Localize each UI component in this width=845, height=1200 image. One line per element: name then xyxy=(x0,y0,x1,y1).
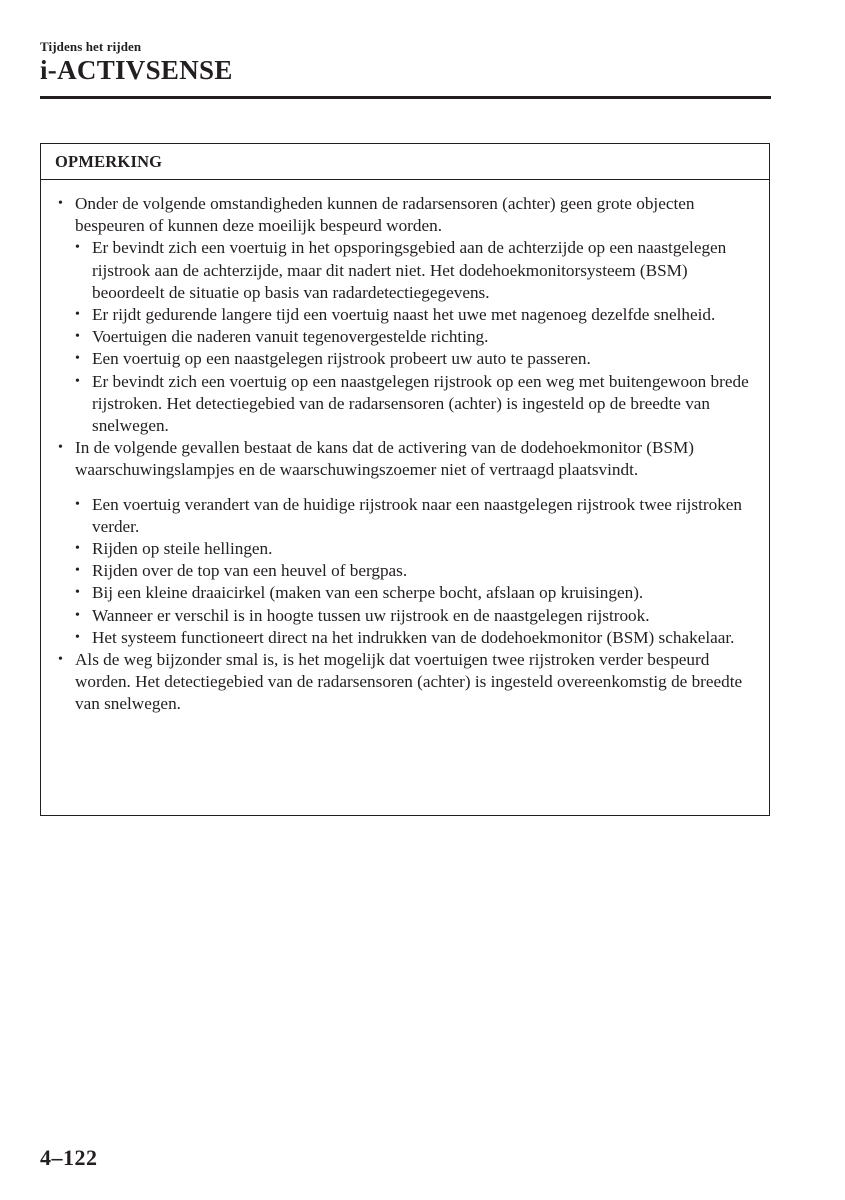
note-box xyxy=(40,143,770,816)
note-subitem-text: Rijden over de top van een heuvel of bergpas. xyxy=(92,561,408,581)
page-title: i-ACTIVSENSE xyxy=(40,55,233,85)
note-subitem-text: Er rijdt gedurende langere tijd een voertuig naast het uwe met nagenoeg dezelfde snelheid. xyxy=(92,305,716,325)
note-item xyxy=(41,193,769,437)
bullet-icon: • xyxy=(58,196,63,211)
note-subitem-text: Er bevindt zich een voertuig op een naastgelegen rijstrook op een weg met buitengewoon brede rijstroken. Het detectiegebied van de radarsensoren (achter) is ingesteld op de breedte van snelwegen. xyxy=(92,371,749,436)
note-item-text: Als de weg bijzonder smal is, is het mogelijk dat voertuigen twee rijstroken verder bespeurd worden. Het detectiegebied van de radarsensoren (achter) is ingesteld overeenkomstig de breedte van snelwegen. xyxy=(75,650,743,714)
section-label: Tijdens het rijden xyxy=(40,39,142,54)
note-subitem-text: Wanneer er verschil is in hoogte tussen uw rijstrook en de naastgelegen rijstrook. xyxy=(92,605,650,625)
note-subitem-text: Bij een kleine draaicirkel (maken van een scherpe bocht, afslaan op kruisingen). xyxy=(92,583,644,603)
note-subitem-text: Voertuigen die naderen vanuit tegenovergestelde richting. xyxy=(92,327,489,347)
bullet-icon: • xyxy=(75,329,80,345)
note-subitem xyxy=(75,371,759,438)
note-heading: OPMERKING xyxy=(41,144,769,180)
bullet-icon: • xyxy=(75,585,80,601)
note-subitem xyxy=(75,494,759,538)
bullet-icon: • xyxy=(75,607,80,623)
note-subitem-text: Rijden op steile hellingen. xyxy=(92,539,273,559)
note-subitem xyxy=(75,582,759,604)
note-sublist xyxy=(75,237,759,437)
bullet-icon: • xyxy=(75,351,80,367)
note-subitem xyxy=(75,605,759,627)
note-item xyxy=(41,649,769,716)
note-subitem xyxy=(75,538,759,560)
note-item-text: In de volgende gevallen bestaat de kans dat de activering van de dodehoekmonitor (BSM) waarschuwingslampjes en de waarschuwingszoemer niet of vertraagd plaatsvindt. xyxy=(75,438,695,480)
page-number: 4–122 xyxy=(40,1145,98,1170)
note-subitem xyxy=(75,627,759,649)
note-subitem-text: Er bevindt zich een voertuig in het opsporingsgebied aan de achterzijde op een naastgelegen rijstrook aan de achterzijde, maar dit nadert niet. Het dodehoekmonitorsysteem (BSM) beoordeelt de situatie op basis van radardetectiegegevens. xyxy=(92,238,727,302)
bullet-icon: • xyxy=(58,652,63,668)
note-subitem-text: Een voertuig verandert van de huidige rijstrook naar een naastgelegen rijstrook twee rijstroken verder. xyxy=(92,494,743,536)
bullet-icon: • xyxy=(75,307,80,323)
bullet-icon: • xyxy=(75,240,80,256)
note-list xyxy=(41,180,769,716)
bullet-icon: • xyxy=(75,541,80,557)
note-subitem-text: Het systeem functioneert direct na het indrukken van de dodehoekmonitor (BSM) schakelaar. xyxy=(92,627,735,647)
bullet-icon: • xyxy=(75,629,80,645)
note-subitem xyxy=(75,348,759,370)
note-subitem xyxy=(75,326,759,348)
note-sublist xyxy=(75,494,759,649)
bullet-icon: • xyxy=(75,563,80,579)
note-item-text: Onder de volgende omstandigheden kunnen de radarsensoren (achter) geen grote objecten bespeuren of kunnen deze moeilijk bespeurd worden. xyxy=(75,194,695,236)
note-subitem xyxy=(75,560,759,582)
title-divider xyxy=(40,96,771,99)
bullet-icon: • xyxy=(75,496,80,512)
note-body xyxy=(41,180,769,716)
note-subitem xyxy=(75,237,759,304)
bullet-icon: • xyxy=(75,373,80,389)
note-subitem-text: Een voertuig op een naastgelegen rijstrook probeert uw auto te passeren. xyxy=(92,349,591,369)
note-item xyxy=(41,437,769,649)
note-subitem xyxy=(75,304,759,326)
bullet-icon: • xyxy=(58,440,63,456)
